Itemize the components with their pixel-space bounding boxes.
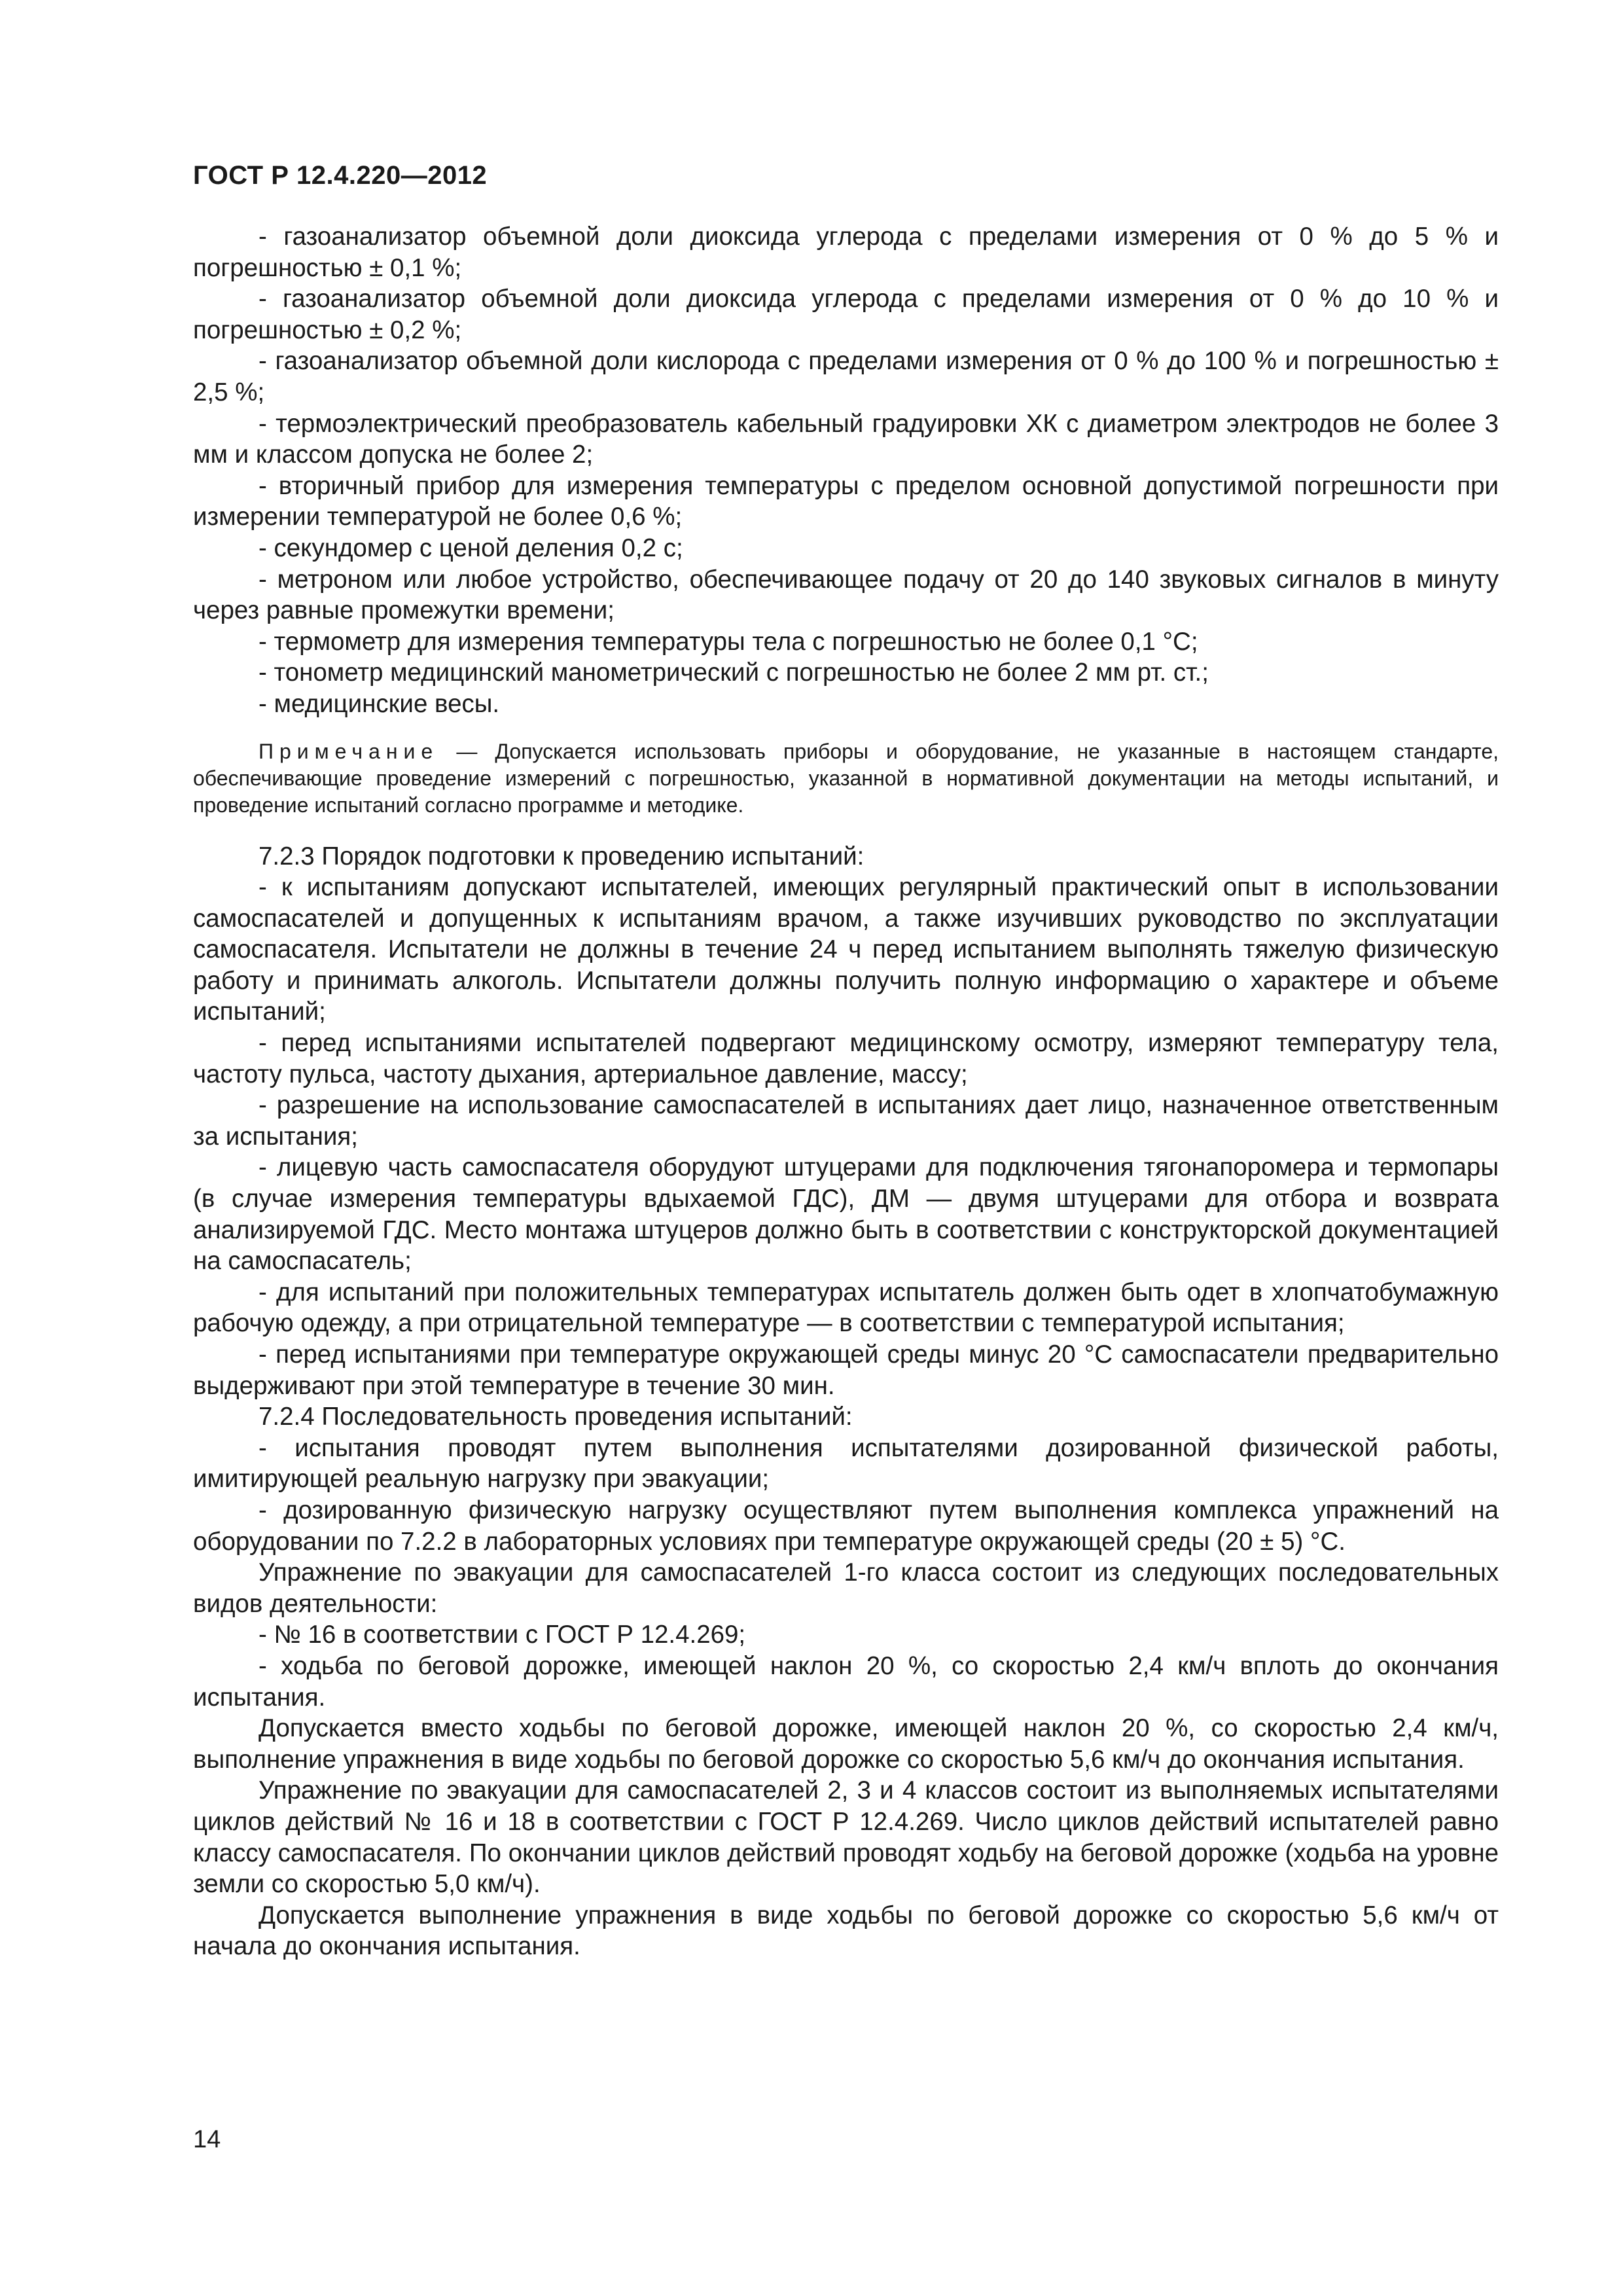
paragraph: Допускается выполнение упражнения в виде ходьбы по беговой дорожке со скоростью 5,6 км/ч от начала до окончания испытания. [193, 1901, 1499, 1961]
paragraph: - термометр для измерения температуры тела с погрешностью не более 0,1 °С; [259, 627, 1198, 656]
paragraph: Упражнение по эвакуации для самоспасателей 1-го класса состоит из следующих последовательных видов деятельности: [193, 1558, 1499, 1618]
paragraph: - лицевую часть самоспасателя оборудуют штуцерами для подключения тягонапоромера и термопары (в случае измерения температуры вдыхаемой ГДС), ДМ — двумя штуцерами для отбора и возврата анализируемой ГДС. Место монтажа штуцеров должно быть в соответствии с конструкторской документацией на самоспасатель; [193, 1153, 1499, 1276]
section-heading: 7.2.4 Последовательность проведения испытаний: [259, 1403, 853, 1431]
paragraph: - ходьба по беговой дорожке, имеющей наклон 20 %, со скоростью 2,4 км/ч вплоть до окончания испытания. [193, 1651, 1499, 1712]
note [193, 738, 1499, 819]
paragraph: - перед испытаниями испытателей подвергают медицинскому осмотру, измеряют температуру тела, частоту пульса, частоту дыхания, артериальное давление, массу; [193, 1029, 1499, 1088]
paragraph: Упражнение по эвакуации для самоспасателей 2, 3 и 4 классов состоит из выполняемых испытателями циклов действий № 16 и 18 в соответствии с ГОСТ Р 12.4.269. Число циклов действий испытателей равно классу самоспасателя. По окончании циклов действий проводят ходьбу на беговой дорожке (ходьба на уровне земли со скоростью 5,0 км/ч). [193, 1776, 1499, 1899]
paragraph: - тонометр медицинский манометрический с погрешностью не более 2 мм рт. ст.; [259, 658, 1209, 687]
paragraph: - секундомер с ценой деления 0,2 с; [259, 533, 683, 562]
paragraph: Допускается вместо ходьбы по беговой дорожке, имеющей наклон 20 %, со скоростью 2,4 км/ч, выполнение упражнения в виде ходьбы по беговой дорожке со скоростью 5,6 км/ч до окончания испытания. [193, 1714, 1499, 1774]
paragraph: - газоанализатор объемной доли диоксида углерода с пределами измерения от 0 % до 5 % и погрешностью ± 0,1 %; [193, 223, 1499, 282]
paragraph: - метроном или любое устройство, обеспечивающее подачу от 20 до 140 звуковых сигналов в минуту через равные промежутки времени; [193, 565, 1499, 625]
paragraph: - термоэлектрический преобразователь кабельный градуировки ХК с диаметром электродов не более 3 мм и классом допуска не более 2; [193, 409, 1499, 469]
page-number: 14 [193, 2126, 221, 2153]
section-heading: 7.2.3 Порядок подготовки к проведению испытаний: [259, 842, 865, 870]
paragraph: - газоанализатор объемной доли кислорода с пределами измерения от 0 % до 100 % и погрешностью ± 2,5 %; [193, 347, 1499, 406]
note-text: — Допускается использовать приборы и оборудование, не указанные в настоящем стандарте, обеспечивающие проведение измерений с погрешностью, указанной в нормативной документации на методы испытаний, и проведение испытаний согласно программе и методике. [193, 739, 1499, 817]
paragraph: - перед испытаниями при температуре окружающей среды минус 20 °С самоспасатели предварительно выдерживают при этой температуре в течение 30 мин. [193, 1340, 1499, 1400]
document-header: ГОСТ Р 12.4.220—2012 [193, 161, 488, 190]
paragraph: - медицинские весы. [259, 689, 500, 718]
paragraph: - разрешение на использование самоспасателей в испытаниях дает лицо, назначенное ответственным за испытания; [193, 1091, 1499, 1151]
note-label: Примечание [259, 739, 439, 763]
paragraph: - для испытаний при положительных температурах испытатель должен быть одет в хлопчатобумажную рабочую одежду, а при отрицательной температуре — в соответствии с температурой испытания; [193, 1278, 1499, 1338]
paragraph: - к испытаниям допускают испытателей, имеющих регулярный практический опыт в использовании самоспасателей и допущенных к испытаниям врачом, а также изучивших руководство по эксплуатации самоспасателя. Испытатели не должны в течение 24 ч перед испытанием выполнять тяжелую физическую работу и принимать алкоголь. Испытатели должны получить полную информацию о характере и объеме испытаний; [193, 873, 1499, 1026]
paragraph: - № 16 в соответствии с ГОСТ Р 12.4.269; [259, 1621, 746, 1649]
paragraph: - газоанализатор объемной доли диоксида углерода с пределами измерения от 0 % до 10 % и погрешностью ± 0,2 %; [193, 285, 1499, 344]
document-body [193, 221, 1499, 1962]
paragraph: - дозированную физическую нагрузку осуществляют путем выполнения комплекса упражнений на оборудовании по 7.2.2 в лабораторных условиях при температуре окружающей среды (20 ± 5) °С. [193, 1496, 1499, 1556]
paragraph: - вторичный прибор для измерения температуры с пределом основной допустимой погрешности при измерении температурой не более 0,6 %; [193, 471, 1499, 531]
paragraph: - испытания проводят путем выполнения испытателями дозированной физической работы, имитирующей реальную нагрузку при эвакуации; [193, 1433, 1499, 1494]
